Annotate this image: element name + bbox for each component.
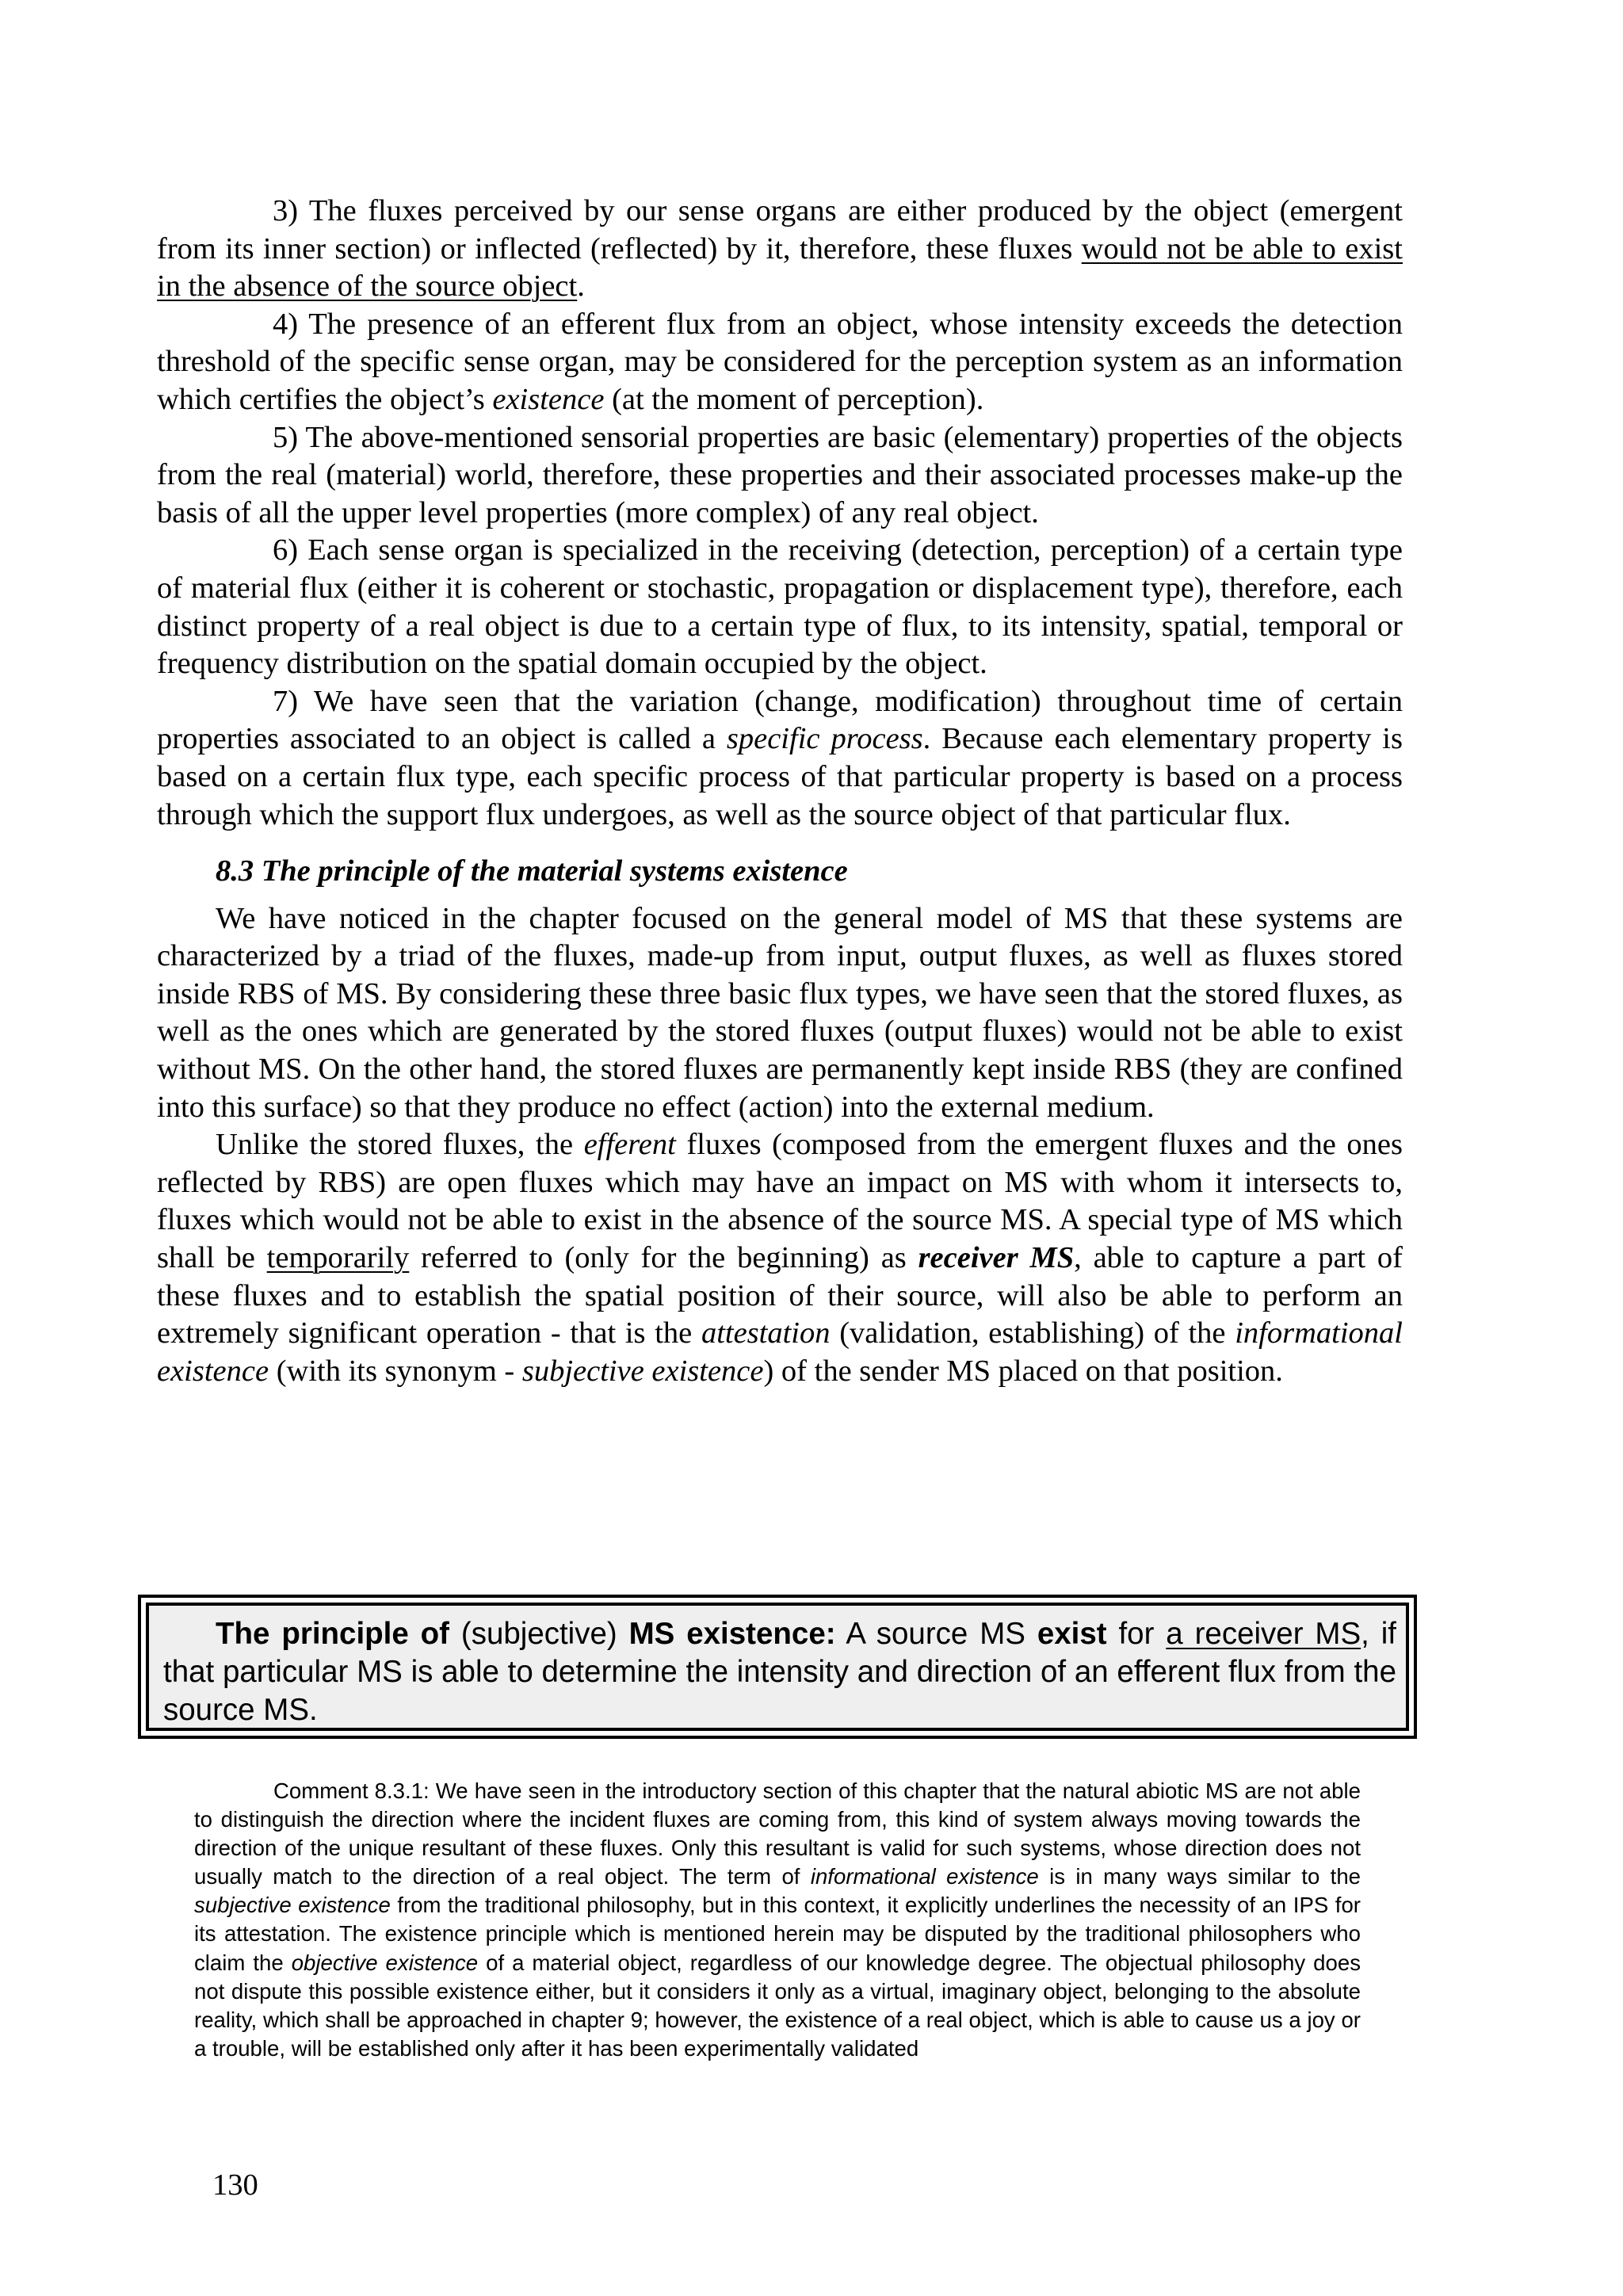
paragraph-5: 5) The above-mentioned sensorial properties are basic (elementary) properties of the objects from the real (material) world, therefore, these properties and their associated processes make-up the basis of all the upper level properties (more complex) of any real object.	[157, 420, 1403, 529]
principle-subject: MS existence:	[628, 1617, 836, 1651]
section-paragraph-2: Unlike the stored fluxes, the efferent fluxes (composed from the emergent fluxes and the ones reflected by RBS) are open fluxes which may have an impact on MS with whom it intersects to, fluxes which would not be able to exist in the absence of the source MS. A special type of MS which shall be temporarily referred to (only for the beginning) as receiver MS, able to capture a part of these fluxes and to establish the spatial position of their source, will also be able to perform an extremely significant operation - that is the attestation (validation, establishing) of the informational existence (with its synonym - subjective existence) of the sender MS placed on that position.	[157, 1128, 1403, 1388]
bold-italic-term: receiver MS	[918, 1241, 1075, 1275]
italic-term: efferent	[583, 1128, 676, 1162]
paragraph-3: 3) The fluxes perceived by our sense organs are either produced by the object (emergent from its inner section) or inflected (reflected) by it, therefore, these fluxes would not be able to exist in the absence of the source object.	[157, 194, 1403, 304]
italic-term: subjective existence	[521, 1354, 764, 1388]
italic-term: specific process	[726, 722, 923, 756]
underlined-phrase: a receiver MS	[1166, 1617, 1361, 1651]
page-number: 130	[212, 2168, 258, 2202]
section-paragraph-1: We have noticed in the chapter focused on the general model of MS that these systems are characterized by a triad of the fluxes, made-up from input, output fluxes, as well as fluxes stored inside RBS of MS. By considering these three basic flux types, we have seen that the stored fluxes, as well as the ones which are generated by the stored fluxes (output fluxes) would not be able to exist without MS. On the other hand, the stored fluxes are permanently kept inside RBS (they are confined into this surface) so that they produce no effect (action) into the external medium.	[157, 901, 1403, 1124]
underlined-word: temporarily	[266, 1241, 410, 1275]
paragraph-4: 4) The presence of an efferent flux from an object, whose intensity exceeds the detection threshold of the specific sense organ, may be considered for the perception system as an information which certifies the object’s existence (at the moment of perception).	[157, 307, 1403, 416]
italic-term: existence	[492, 382, 605, 416]
body-text	[157, 193, 1403, 1390]
comment-block: Comment 8.3.1: We have seen in the introductory section of this chapter that the natural abiotic MS are not able to distinguish the direction where the incident fluxes are coming from, this kind of system always moving towards the direction of the unique resultant of these fluxes. Only this resultant is valid for such systems, whose direction does not usually match to the direction of a real object. The term of informational existence is in many ways similar to the subjective existence from the traditional philosophy, but in this context, it explicitly underlines the necessity of an IPS for its attestation. The existence principle which is mentioned herein may be disputed by the traditional philosophers who claim the objective existence of a material object, regardless of our knowledge degree. The objectual philosophy does not dispute this possible existence either, but it considers it only as a virtual, imaginary object, belonging to the absolute reality, which shall be approached in chapter 9; however, the existence of a real object, which is able to cause us a joy or a trouble, will be established only after it has been experimentally validated	[194, 1778, 1361, 2061]
italic-term: attestation	[701, 1316, 831, 1350]
principle-box	[138, 1595, 1417, 1739]
principle-title: The principle of	[216, 1617, 449, 1651]
italic-term: informational existence	[810, 1864, 1039, 1889]
paragraph-6: 6) Each sense organ is specialized in the receiving (detection, perception) of a certain type of material flux (either it is coherent or stochastic, propagation or displacement type), therefore, each distinct property of a real object is due to a certain type of flux, to its intensity, spatial, temporal or frequency distribution on the spatial domain occupied by the object.	[157, 533, 1403, 681]
principle-box-content: The principle of (subjective) MS existence: A source MS exist for a receiver MS, if that particular MS is able to determine the intensity and direction of an efferent flux from the source MS.	[146, 1603, 1409, 1731]
principle-keyword: exist	[1037, 1617, 1107, 1651]
italic-term: objective existence	[291, 1950, 479, 1975]
underlined-phrase: would not be able to exist in the absence of the source object	[157, 231, 1403, 304]
italic-term: subjective existence	[194, 1893, 391, 1918]
paragraph-7: 7) We have seen that the variation (change, modification) throughout time of certain properties associated to an object is called a specific process. Because each elementary property is based on a certain flux type, each specific process of that particular property is based on a process through which the support flux undergoes, as well as the source object of that particular flux.	[157, 684, 1403, 831]
section-heading: 8.3 The principle of the material systems existence	[216, 854, 848, 888]
italic-term: informational existence	[157, 1316, 1403, 1388]
